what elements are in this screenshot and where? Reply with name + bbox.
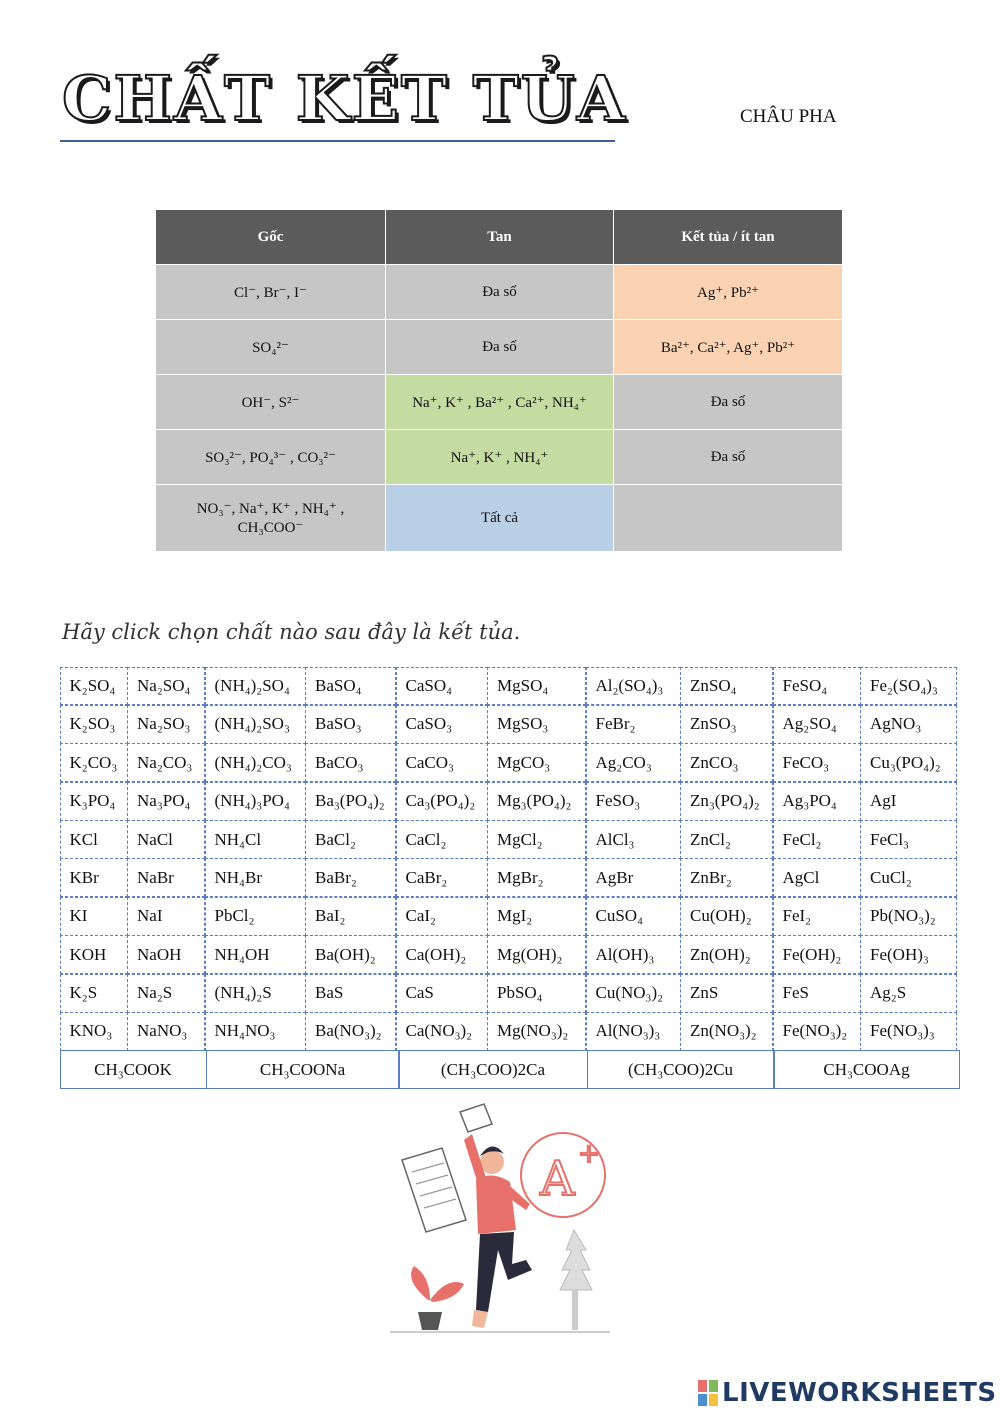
compound-option[interactable]: Cu(NO₃)₂	[586, 974, 681, 1013]
soluble-cell: Na⁺, K⁺ , Ba²⁺ , Ca²⁺, NH₄⁺	[386, 375, 614, 430]
compound-option[interactable]: Na₃PO₄	[127, 782, 205, 821]
compound-option[interactable]: Al(OH)₃	[586, 935, 681, 974]
compound-option[interactable]: CuCl₂	[860, 858, 957, 897]
compound-option[interactable]: Mg(NO₃)₂	[487, 1012, 586, 1051]
compound-option[interactable]: Ag₂CO₃	[586, 743, 681, 782]
compound-option[interactable]: K₂S	[60, 974, 128, 1013]
compound-option[interactable]: Cu₃(PO₄)₂	[860, 743, 957, 782]
compound-option[interactable]: KOH	[60, 935, 128, 974]
compound-option[interactable]: CuSO₄	[586, 897, 681, 936]
compound-option[interactable]: Cu(OH)₂	[680, 897, 773, 936]
compound-option[interactable]: MgSO₄	[487, 667, 586, 706]
solubility-row	[156, 485, 843, 552]
potted-plant-gray	[560, 1230, 592, 1330]
compound-option[interactable]: FeCl₂	[773, 820, 861, 859]
compound-option[interactable]: Ag₂SO₄	[773, 705, 861, 744]
compound-option[interactable]: Mg(OH)₂	[487, 935, 586, 974]
compound-option[interactable]: (CH₃COO)2Ca	[399, 1050, 588, 1089]
paper-sheet-image	[402, 1148, 466, 1232]
soluble-cell: Đa số	[386, 265, 614, 320]
compound-row	[60, 705, 962, 743]
compound-option[interactable]: ZnCl₂	[680, 820, 773, 859]
page-title: CHẤT KẾT TỦA	[62, 62, 627, 135]
compound-row	[60, 667, 962, 705]
compound-option[interactable]: NaBr	[127, 858, 205, 897]
acetate-row	[60, 1051, 962, 1089]
compound-option[interactable]: ZnSO₃	[680, 705, 773, 744]
compound-option[interactable]: (NH₄)₂SO₃	[205, 705, 306, 744]
compound-option[interactable]: ZnBr₂	[680, 858, 773, 897]
compound-option[interactable]: CaCl₂	[396, 820, 488, 859]
compound-option[interactable]: BaSO₄	[305, 667, 396, 706]
compound-row	[60, 936, 962, 974]
compound-option[interactable]: CaBr₂	[396, 858, 488, 897]
student-illustration	[380, 1100, 620, 1345]
solubility-row	[156, 375, 843, 430]
solubility-table	[155, 209, 843, 552]
logo-blocks-icon	[698, 1380, 718, 1406]
compound-option[interactable]: Ca(OH)₂	[396, 935, 488, 974]
raised-paper-image	[460, 1104, 492, 1132]
compound-option[interactable]: BaCO₃	[305, 743, 396, 782]
solubility-row	[156, 265, 843, 320]
compound-option[interactable]: Na₂S	[127, 974, 205, 1013]
compound-option[interactable]: Fe(NO₃)₃	[860, 1012, 957, 1051]
title-underline	[60, 140, 615, 142]
anion-cell: SO₃²⁻, PO₄³⁻ , CO₃²⁻	[156, 430, 386, 485]
header-anion: Gốc	[156, 210, 386, 265]
compound-option[interactable]: CaCO₃	[396, 743, 488, 782]
compound-option[interactable]: NH₄NO₃	[205, 1012, 306, 1051]
soluble-cell: Đa số	[386, 320, 614, 375]
compound-option[interactable]: KBr	[60, 858, 128, 897]
compound-option[interactable]: Ba(OH)₂	[305, 935, 396, 974]
compound-option[interactable]: Na₂SO₃	[127, 705, 205, 744]
compound-option[interactable]: BaBr₂	[305, 858, 396, 897]
compound-option[interactable]: NaI	[127, 897, 205, 936]
compound-option[interactable]: AgCl	[773, 858, 861, 897]
compound-option[interactable]: Zn(OH)₂	[680, 935, 773, 974]
compound-option[interactable]: FeCO₃	[773, 743, 861, 782]
compound-option[interactable]: KNO₃	[60, 1012, 128, 1051]
compound-option[interactable]: ZnSO₄	[680, 667, 773, 706]
compound-option[interactable]: BaSO₃	[305, 705, 396, 744]
compound-option[interactable]: (NH₄)₃PO₄	[205, 782, 306, 821]
compound-option[interactable]: (NH₄)₂S	[205, 974, 306, 1013]
compound-option[interactable]: Ag₃PO₄	[773, 782, 861, 821]
compound-option[interactable]: CH₃COOAg	[774, 1050, 960, 1089]
compound-option[interactable]: Ba(NO₃)₂	[305, 1012, 396, 1051]
compound-option[interactable]: Fe₂(SO₄)₃	[860, 667, 957, 706]
compound-option[interactable]: MgSO₃	[487, 705, 586, 744]
precipitate-cell: Ba²⁺, Ca²⁺, Ag⁺, Pb²⁺	[614, 320, 843, 375]
compound-option[interactable]: Al₂(SO₄)₃	[586, 667, 681, 706]
header-soluble: Tan	[386, 210, 614, 265]
compound-option[interactable]: NH₄Br	[205, 858, 306, 897]
svg-text:+: +	[578, 1139, 600, 1169]
compound-option[interactable]: Ag₂S	[860, 974, 957, 1013]
author-name: CHÂU PHA	[740, 106, 837, 127]
anion-cell: Cl⁻, Br⁻, I⁻	[156, 265, 386, 320]
solubility-row	[156, 430, 843, 485]
compound-option[interactable]: NaOH	[127, 935, 205, 974]
compound-option[interactable]: ZnCO₃	[680, 743, 773, 782]
compound-option[interactable]: NaNO₃	[127, 1012, 205, 1051]
compound-option[interactable]: Fe(NO₃)₂	[773, 1012, 861, 1051]
compound-option[interactable]: FeSO₃	[586, 782, 681, 821]
compound-option[interactable]: Ca₃(PO₄)₂	[396, 782, 488, 821]
compound-option[interactable]: Fe(OH)₃	[860, 935, 957, 974]
compound-option[interactable]: AgBr	[586, 858, 681, 897]
compound-option[interactable]: Zn(NO₃)₂	[680, 1012, 773, 1051]
compound-option[interactable]: ZnS	[680, 974, 773, 1013]
compound-row	[60, 897, 962, 935]
grade-a-plus-image	[521, 1133, 605, 1217]
compound-grid	[60, 667, 962, 1089]
compound-option[interactable]: FeCl₃	[860, 820, 957, 859]
compound-row	[60, 974, 962, 1012]
compound-option[interactable]: FeI₂	[773, 897, 861, 936]
precipitate-cell: Đa số	[614, 375, 843, 430]
precipitate-cell: Đa số	[614, 430, 843, 485]
compound-option[interactable]: Fe(OH)₂	[773, 935, 861, 974]
soluble-cell: Tất cả	[386, 485, 614, 552]
compound-option[interactable]: CaSO₃	[396, 705, 488, 744]
compound-option[interactable]: (CH₃COO)2Cu	[587, 1050, 774, 1089]
compound-option[interactable]: NH₄OH	[205, 935, 306, 974]
compound-option[interactable]: Mg₃(PO₄)₂	[487, 782, 586, 821]
liveworksheets-logo	[698, 1378, 997, 1408]
compound-option[interactable]: FeS	[773, 974, 861, 1013]
compound-option[interactable]: AgI	[860, 782, 957, 821]
precipitate-cell	[614, 485, 843, 552]
compound-row	[60, 782, 962, 820]
compound-option[interactable]: K₂CO₃	[60, 743, 128, 782]
svg-text:A: A	[540, 1151, 575, 1207]
compound-option[interactable]: K₂SO₃	[60, 705, 128, 744]
compound-row	[60, 821, 962, 859]
soluble-cell: Na⁺, K⁺ , NH₄⁺	[386, 430, 614, 485]
compound-option[interactable]: Al(NO₃)₃	[586, 1012, 681, 1051]
compound-option[interactable]: CaI₂	[396, 897, 488, 936]
solubility-header-row	[156, 210, 843, 265]
compound-option[interactable]: NH₄Cl	[205, 820, 306, 859]
compound-option[interactable]: K₃PO₄	[60, 782, 128, 821]
compound-option[interactable]: NaCl	[127, 820, 205, 859]
compound-option[interactable]: CaS	[396, 974, 488, 1013]
compound-option[interactable]: AgNO₃	[860, 705, 957, 744]
compound-option[interactable]: MgBr₂	[487, 858, 586, 897]
compound-option[interactable]: BaCl₂	[305, 820, 396, 859]
compound-option[interactable]: FeBr₂	[586, 705, 681, 744]
compound-option[interactable]: (NH₄)₂SO₄	[205, 667, 306, 706]
anion-cell: OH⁻, S²⁻	[156, 375, 386, 430]
solubility-row	[156, 320, 843, 375]
potted-plant-red	[411, 1266, 464, 1330]
compound-option[interactable]: MgCl₂	[487, 820, 586, 859]
compound-row	[60, 859, 962, 897]
compound-row	[60, 744, 962, 782]
compound-option[interactable]: Ca(NO₃)₂	[396, 1012, 488, 1051]
logo-text: LIVEWORKSHEETS	[722, 1378, 997, 1408]
compound-option[interactable]: PbCl₂	[205, 897, 306, 936]
compound-option[interactable]: Ba₃(PO₄)₂	[305, 782, 396, 821]
compound-option[interactable]: KCl	[60, 820, 128, 859]
compound-option[interactable]: BaI₂	[305, 897, 396, 936]
anion-cell: NO₃⁻, Na⁺, K⁺ , NH₄⁺ , CH₃COO⁻	[156, 485, 386, 552]
compound-option[interactable]: FeSO₄	[773, 667, 861, 706]
anion-cell: SO₄²⁻	[156, 320, 386, 375]
compound-option[interactable]: (NH₄)₂CO₃	[205, 743, 306, 782]
compound-option[interactable]: CH₃COOK	[60, 1050, 207, 1089]
compound-option[interactable]: CaSO₄	[396, 667, 488, 706]
instruction-text: Hãy click chọn chất nào sau đây là kết tủa.	[62, 620, 521, 644]
compound-option[interactable]: CH₃COONa	[206, 1050, 399, 1089]
compound-option[interactable]: PbSO₄	[487, 974, 586, 1013]
compound-row	[60, 1013, 962, 1051]
compound-option[interactable]: K₂SO₄	[60, 667, 128, 706]
compound-option[interactable]: BaS	[305, 974, 396, 1013]
compound-option[interactable]: Na₂CO₃	[127, 743, 205, 782]
header-precipitate: Kết tủa / ít tan	[614, 210, 843, 265]
compound-option[interactable]: MgI₂	[487, 897, 586, 936]
compound-option[interactable]: Na₂SO₄	[127, 667, 205, 706]
compound-option[interactable]: Zn₃(PO₄)₂	[680, 782, 773, 821]
compound-option[interactable]: MgCO₃	[487, 743, 586, 782]
compound-option[interactable]: AlCl₃	[586, 820, 681, 859]
compound-option[interactable]: Pb(NO₃)₂	[860, 897, 957, 936]
precipitate-cell: Ag⁺, Pb²⁺	[614, 265, 843, 320]
compound-option[interactable]: KI	[60, 897, 128, 936]
